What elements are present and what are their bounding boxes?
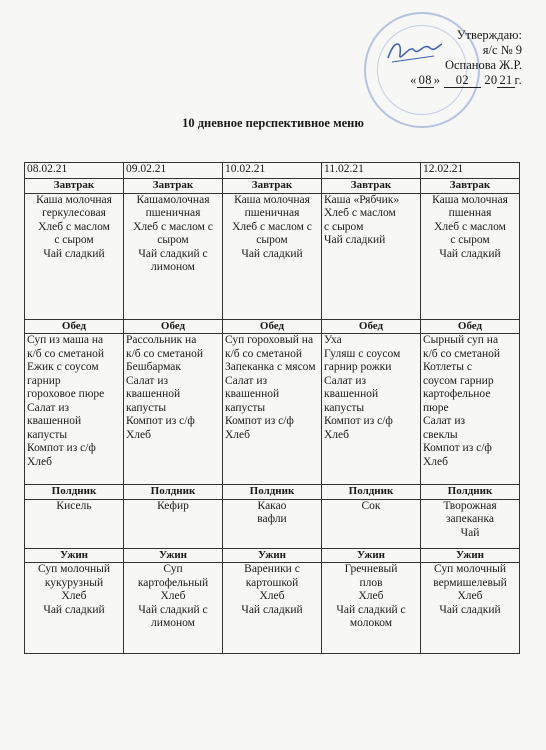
menu-item: квашенной	[126, 388, 181, 400]
meal-header: Обед	[124, 319, 223, 334]
menu-item: Каша молочная	[234, 193, 310, 206]
lunch-cell	[223, 334, 322, 485]
dates-row	[25, 163, 520, 179]
menu-item: Каша «Рябчик»	[324, 193, 400, 206]
menu-item: Хлеб	[225, 428, 250, 441]
date-cell: 11.02.21	[322, 163, 421, 179]
meal-header: Полдник	[421, 485, 520, 500]
menu-item: Бешбармак	[126, 361, 181, 373]
dinner-cell	[124, 563, 223, 654]
menu-item: Хлеб	[423, 455, 448, 468]
meal-header: Полдник	[322, 485, 421, 500]
approval-title: Утверждаю:	[456, 28, 522, 42]
meal-header: Завтрак	[124, 179, 223, 194]
menu-item: с сыром	[54, 234, 94, 246]
menu-table	[24, 162, 520, 654]
breakfast-cell	[421, 193, 520, 319]
meal-header: Завтрак	[223, 179, 322, 194]
menu-item: Компот из с/ф	[423, 442, 492, 454]
menu-item: запеканка	[446, 513, 494, 525]
menu-item: капусты	[324, 401, 365, 414]
menu-item: картофельный	[137, 576, 209, 589]
menu-item: геркулесовая	[42, 207, 106, 219]
snack-cell	[421, 499, 520, 548]
menu-item: сыром	[157, 234, 189, 246]
menu-item: с сыром	[324, 220, 364, 233]
menu-item: Творожная	[443, 499, 497, 512]
meal-header: Ужин	[421, 548, 520, 563]
menu-item: Салат из	[225, 374, 268, 387]
meal-header: Ужин	[25, 548, 124, 563]
menu-item: кукурузный	[44, 576, 104, 589]
menu-item: Хлеб с маслом с	[232, 220, 312, 233]
menu-item: Хлеб	[358, 590, 384, 602]
menu-item: картошкой	[245, 576, 299, 589]
menu-item: Вареники с	[244, 563, 300, 575]
menu-item: Ежик с соусом	[27, 361, 99, 373]
breakfast-cell	[124, 193, 223, 319]
menu-item: Хлеб	[27, 455, 52, 468]
date-cell: 08.02.21	[25, 163, 124, 179]
menu-item: Чай сладкий	[241, 247, 303, 260]
meal-header: Ужин	[322, 548, 421, 563]
menu-item: Компот из с/ф	[27, 442, 96, 454]
menu-item: Компот из с/ф	[126, 415, 195, 427]
dinner-header-row	[25, 548, 520, 563]
breakfast-cell	[25, 193, 124, 319]
menu-item: Компот из с/ф	[324, 415, 393, 427]
meal-header: Обед	[25, 319, 124, 334]
meal-header: Ужин	[124, 548, 223, 563]
snack-cell	[25, 499, 124, 548]
lunch-cell	[25, 334, 124, 485]
meal-header: Полдник	[25, 485, 124, 500]
meal-header: Полдник	[124, 485, 223, 500]
menu-item: Чай сладкий	[439, 603, 501, 616]
menu-item: Суп	[163, 563, 183, 575]
menu-item: Чай сладкий	[43, 603, 105, 616]
meal-header: Полдник	[223, 485, 322, 500]
menu-item: квашенной	[324, 388, 379, 400]
snack-cell	[223, 499, 322, 548]
snack-row	[25, 499, 520, 548]
menu-item: Какао	[257, 499, 287, 512]
menu-item: Суп молочный	[433, 563, 507, 575]
meal-header: Обед	[322, 319, 421, 334]
dinner-row	[25, 563, 520, 654]
snack-header-row	[25, 485, 520, 500]
menu-item: к/б со сметаной	[225, 347, 303, 360]
menu-item: Салат из	[126, 374, 169, 387]
menu-item: Чай сладкий с	[138, 603, 208, 616]
meal-header: Обед	[223, 319, 322, 334]
menu-item: Каша молочная	[432, 193, 508, 206]
dinner-cell	[322, 563, 421, 654]
meal-header: Завтрак	[25, 179, 124, 194]
lunch-cell	[421, 334, 520, 485]
menu-item: Рассольник на	[126, 334, 197, 346]
menu-item: Хлеб	[126, 428, 151, 441]
menu-item: Гречневый	[344, 563, 398, 575]
menu-item: лимоном	[151, 617, 195, 629]
menu-item: Хлеб	[61, 590, 87, 602]
lunch-row	[25, 334, 520, 485]
menu-item: Гуляш с соусом	[324, 347, 401, 360]
menu-item: Уха	[324, 334, 342, 346]
lunch-cell	[124, 334, 223, 485]
menu-item: квашенной	[27, 415, 82, 427]
menu-item: Суп молочный	[37, 563, 111, 575]
approval-kindergarten: я/с № 9	[482, 43, 522, 57]
breakfast-cell	[223, 193, 322, 319]
menu-item: пшенная	[448, 207, 492, 219]
menu-item: к/б со сметаной	[27, 347, 105, 360]
menu-item: Хлеб	[324, 428, 349, 441]
menu-item: Чай сладкий с	[336, 603, 406, 616]
menu-item: гороховое пюре	[27, 388, 105, 400]
menu-item: квашенной	[225, 388, 280, 400]
menu-item: Чай сладкий	[43, 247, 105, 260]
menu-item: лимоном	[151, 261, 195, 273]
menu-item: Хлеб	[457, 590, 483, 602]
menu-item: Чай сладкий	[241, 603, 303, 616]
menu-item: капусты	[27, 428, 68, 441]
menu-item: Кашамолочная	[136, 193, 210, 206]
menu-item: пшеничная	[145, 207, 201, 219]
menu-item: пюре	[423, 401, 449, 414]
meal-header: Завтрак	[421, 179, 520, 194]
dinner-cell	[25, 563, 124, 654]
menu-item: пшеничная	[244, 207, 300, 219]
menu-item: свеклы	[423, 428, 458, 441]
menu-item: сыром	[256, 234, 288, 246]
menu-item: Хлеб	[259, 590, 285, 602]
menu-item: Салат из	[423, 415, 466, 427]
date-cell: 09.02.21	[124, 163, 223, 179]
menu-item: к/б со сметаной	[423, 347, 501, 360]
menu-item: Суп из маша на	[27, 334, 104, 346]
menu-item: молоком	[349, 617, 393, 629]
meal-header: Обед	[421, 319, 520, 334]
menu-item: Чай сладкий с	[138, 247, 208, 260]
menu-item: Салат из	[27, 401, 70, 414]
menu-item: Салат из	[324, 374, 367, 387]
lunch-header-row	[25, 319, 520, 334]
menu-item: Чай сладкий	[324, 234, 386, 246]
menu-item: капусты	[126, 401, 167, 414]
menu-item: Хлеб	[160, 590, 186, 602]
date-cell: 10.02.21	[223, 163, 322, 179]
menu-item: капусты	[225, 401, 266, 414]
dinner-cell	[421, 563, 520, 654]
menu-item: Кефир	[157, 499, 189, 512]
menu-item: вафли	[257, 513, 287, 525]
approval-name: Оспанова Ж.Р.	[444, 58, 522, 72]
lunch-cell	[322, 334, 421, 485]
dinner-cell	[223, 563, 322, 654]
menu-item: плов	[359, 576, 383, 589]
menu-item: Компот из с/ф	[225, 415, 294, 427]
meal-header: Ужин	[223, 548, 322, 563]
menu-item: картофельное	[423, 388, 491, 400]
menu-item: гарнир рожки	[324, 361, 392, 373]
menu-item: Сырный суп на	[423, 334, 499, 346]
menu-item: Хлеб с маслом с	[133, 220, 213, 233]
menu-item: Котлеты с	[423, 361, 473, 373]
menu-item: к/б со сметаной	[126, 347, 204, 360]
menu-item: с сыром	[450, 234, 490, 246]
menu-item: соусом гарнир	[423, 374, 494, 387]
menu-item: Каша молочная	[36, 193, 112, 206]
menu-item: Хлеб с маслом	[38, 220, 110, 233]
snack-cell	[124, 499, 223, 548]
meal-header: Завтрак	[322, 179, 421, 194]
approval-block	[410, 28, 522, 88]
menu-item: Хлеб с маслом	[324, 207, 396, 219]
menu-item: гарнир	[27, 374, 61, 387]
approval-date: « 08 » 02 20 21 г.	[410, 73, 522, 87]
snack-cell	[322, 499, 421, 548]
menu-item: Хлеб с маслом	[434, 220, 506, 233]
breakfast-header-row	[25, 179, 520, 194]
menu-item: Сок	[361, 499, 381, 512]
menu-item: Чай сладкий	[439, 247, 501, 260]
menu-item: Кисель	[56, 499, 92, 512]
date-cell: 12.02.21	[421, 163, 520, 179]
menu-item: Чай	[460, 526, 480, 539]
menu-item: вермишелевый	[433, 576, 507, 589]
breakfast-cell	[322, 193, 421, 319]
page-title: 10 дневное перспективное меню	[182, 116, 364, 130]
breakfast-row	[25, 193, 520, 319]
menu-item: Суп гороховый на	[225, 334, 314, 346]
menu-item: Запеканка с мясом	[225, 361, 316, 373]
